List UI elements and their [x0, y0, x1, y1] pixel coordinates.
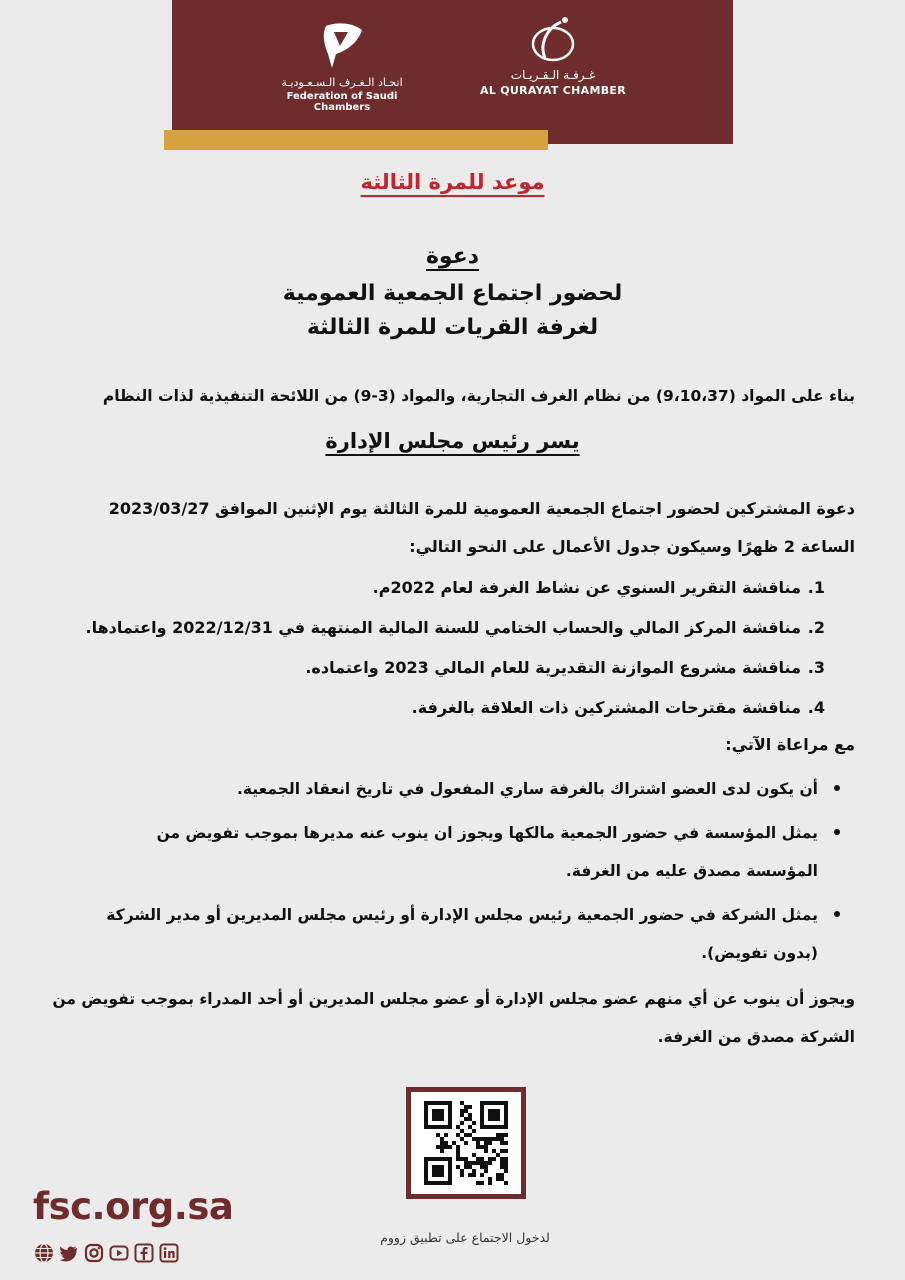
gold-accent-bar — [164, 130, 548, 150]
qurayat-emblem-icon — [525, 14, 581, 66]
closing-paragraph: ويجوز أن ينوب عن أي منهم عضو مجلس الإدارة أو عضو مجلس المديرين أو أحد المدراء بموجب تفويض من الشركة مصدق من الغرفة. — [52, 990, 855, 1046]
chairman-line: يسر رئيس مجلس الإدارة — [325, 429, 580, 453]
agenda-item: 1.مناقشة التقرير السنوي عن نشاط الغرفة لعام 2022م. — [372, 578, 825, 597]
instagram-icon[interactable] — [83, 1242, 105, 1264]
agenda-item: 2.مناقشة المركز المالي والحساب الختامي للسنة المالية المنتهية في 2022/12/31 واعتمادها. — [85, 618, 825, 637]
invitation-paragraph: دعوة المشتركين لحضور اجتماع الجمعية العمومية للمرة الثالثة يوم الإثنين الموافق 2023/03/27 الساعة 2 ظهرًا وسيكون جدول الأعمال على النحو التالي: — [108, 499, 855, 556]
legal-preamble: بناء على المواد (9،10،37) من نظام الغرف التجارية، والمواد (3-9) من اللائحة التنفيذية لذات النظام — [102, 387, 855, 405]
header-band — [172, 0, 733, 144]
agenda-list — [85, 568, 825, 728]
invitation-heading: دعوة — [425, 244, 480, 269]
conditions-heading: مع مراعاة الآتي: — [725, 735, 855, 754]
condition-item: يمثل الشركة في حضور الجمعية رئيس مجلس الإدارة أو رئيس مجلس المديرين أو مدير الشركة (بدون تفويض). — [105, 896, 840, 972]
condition-item: يمثل المؤسسة في حضور الجمعية مالكها ويجوز ان ينوب عنه مديرها بموجب تفويض من المؤسسة مصدق عليه من الغرفة. — [105, 814, 840, 890]
qurayat-chamber-logo — [478, 14, 628, 110]
fsc-logo-arabic: اتحـاد الـغـرف الـسـعـوديـة — [281, 76, 403, 89]
social-icons — [33, 1242, 180, 1266]
facebook-icon[interactable] — [133, 1242, 155, 1264]
linkedin-icon[interactable] — [158, 1242, 180, 1264]
conditions-list — [105, 770, 840, 978]
globe-icon[interactable] — [33, 1242, 55, 1264]
invitation-subtitle-1: لحضور اجتماع الجمعية العمومية — [282, 281, 623, 306]
twitter-icon[interactable] — [58, 1242, 80, 1264]
invitation-subtitle-2: لغرفة القريات للمرة الثالثة — [306, 315, 599, 340]
fsc-logo — [262, 20, 422, 113]
qurayat-logo-arabic: غـرفـة الـقـريـات — [510, 68, 596, 82]
qr-code-icon — [424, 1101, 508, 1185]
fsc-logo-english: Federation of Saudi Chambers — [286, 91, 398, 113]
notice-title: موعد للمرة الثالثة — [360, 170, 545, 194]
agenda-item: 4.مناقشة مقترحات المشتركين ذات العلاقة بالغرفة. — [411, 698, 825, 717]
condition-item: أن يكون لدى العضو اشتراك بالغرفة ساري المفعول في تاريخ انعقاد الجمعية. — [105, 770, 840, 808]
qurayat-logo-english: AL QURAYAT CHAMBER — [480, 84, 626, 97]
fsc-emblem-icon — [318, 20, 366, 72]
agenda-item: 3.مناقشة مشروع الموازنة التقديرية للعام المالي 2023 واعتماده. — [305, 658, 825, 677]
zoom-qr-code[interactable] — [406, 1087, 526, 1199]
youtube-icon[interactable] — [108, 1242, 130, 1264]
qr-caption: لدخول الاجتماع على تطبيق زووم — [380, 1230, 550, 1245]
website-link[interactable]: fsc.org.sa — [33, 1185, 234, 1228]
